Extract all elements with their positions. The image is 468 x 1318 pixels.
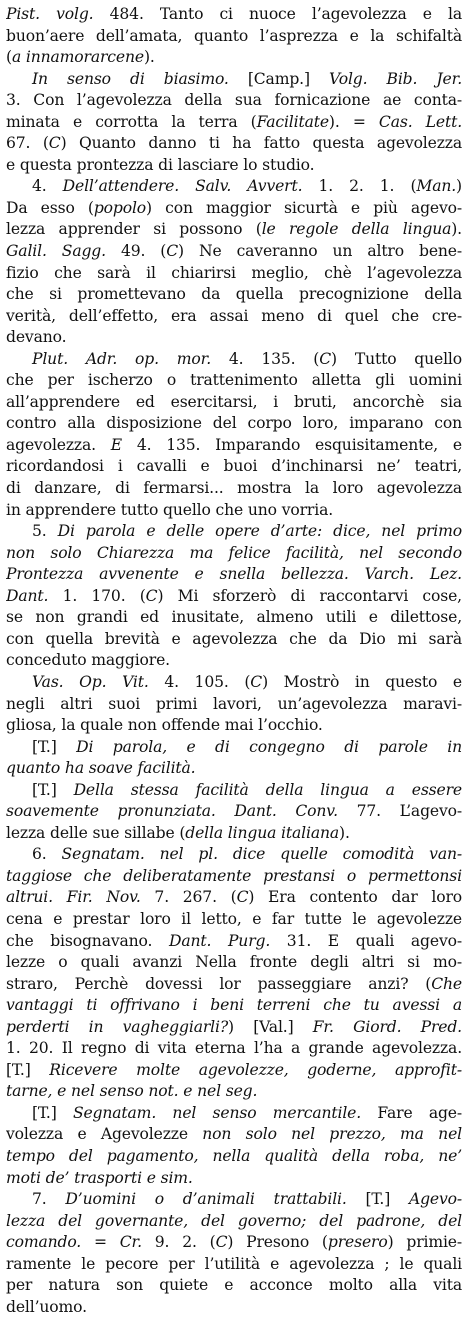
text-line	[6, 952, 462, 974]
italic-text: non solo nel prezzo, ma nel	[202, 1125, 462, 1144]
text-segment: che per ischerzo o trattenimento alletta gli uomini	[6, 371, 462, 390]
italic-text: della lingua italiana	[185, 823, 340, 842]
italic-text: altrui. Fir. Nov.	[6, 888, 141, 907]
text-line	[6, 4, 462, 26]
text-segment: 4.	[32, 177, 63, 196]
text-segment: [T.]	[32, 780, 74, 799]
text-segment: che bisognavano.	[6, 931, 169, 950]
italic-text: Di parola, e di congegno di parole in	[76, 737, 462, 756]
text-segment: se non grandi ed inusitate, almeno utili e dilettose,	[6, 608, 462, 627]
text-segment: 9. 2. (	[141, 1233, 216, 1252]
text-segment: devano.	[6, 328, 67, 347]
text-segment: 1. 170. (	[48, 586, 146, 605]
text-line	[6, 715, 462, 737]
text-segment: negli altri suoi primi lavori, un’agevolezza maravi-	[6, 694, 462, 713]
text-segment: 4. 135. Imparando esquisitamente, e	[122, 435, 462, 454]
text-line	[6, 866, 462, 888]
text-line	[6, 112, 462, 134]
italic-text: quanto ha soave facilità.	[6, 759, 196, 778]
text-line	[6, 758, 462, 780]
text-line	[6, 263, 462, 285]
italic-text: C	[48, 134, 61, 153]
text-line	[6, 887, 462, 909]
text-line	[6, 435, 462, 457]
text-line	[6, 26, 462, 48]
italic-text: non solo Chiarezza ma felice facilità, nel secondo	[6, 543, 462, 562]
text-segment: minata e corrotta la terra (	[6, 112, 257, 131]
italic-text: Agevo-	[408, 1190, 462, 1209]
text-segment: contro alla disposizione del corpo loro, imparano con	[6, 414, 462, 433]
italic-text: C	[215, 1233, 228, 1252]
text-line	[6, 1297, 462, 1318]
text-segment: [Camp.]	[228, 69, 330, 88]
italic-text: Cas. Lett.	[378, 112, 462, 131]
text-segment: ) Presono (	[227, 1233, 328, 1252]
text-line	[6, 306, 462, 328]
italic-text: Pist. volg.	[6, 5, 94, 23]
text-segment: lezza delle sue sillabe (	[6, 823, 186, 842]
text-line	[6, 241, 462, 263]
text-segment: 77. L’agevo-	[337, 802, 462, 821]
italic-text: Prontezza avvenente e snella bellezza. Varch. Lez.	[6, 565, 462, 584]
text-line	[6, 219, 462, 241]
text-line	[6, 1038, 462, 1060]
text-segment: 1. 20. Il regno di vita eterna l’ha a grande agevolezza.	[6, 1039, 462, 1058]
text-segment: e questa prontezza di lasciare lo studio.	[6, 155, 315, 174]
italic-text: le regole della lingua	[261, 220, 452, 239]
text-segment: ) Mi sforzerò di raccontarvi cose,	[157, 586, 462, 605]
italic-text: tarne, e nel senso not. e nel seg.	[6, 1082, 258, 1101]
text-line	[6, 931, 462, 953]
italic-text: moti de’ trasporti e sim.	[6, 1168, 193, 1187]
text-line	[6, 672, 462, 694]
text-segment: (	[6, 48, 12, 67]
text-line	[6, 133, 462, 155]
text-segment: per natura son quiete e acconce molto alla vita	[6, 1276, 462, 1295]
italic-text: Facilitate	[256, 112, 329, 131]
italic-text: a innamorarcene	[11, 48, 144, 67]
text-segment: ) Era contento dar loro	[248, 888, 462, 907]
text-segment: conceduto maggiore.	[6, 651, 170, 670]
italic-text: taggiose che deliberatamente prestansi o permettonsi	[6, 866, 462, 885]
text-segment: 7. 267. (	[140, 888, 237, 907]
text-segment: dell’uomo.	[6, 1297, 87, 1316]
text-segment: volezza e Agevolezze	[6, 1125, 203, 1144]
text-segment: 31. E quali agevo-	[270, 931, 462, 950]
italic-text: Segnatam. nel senso mercantile.	[72, 1103, 362, 1122]
text-line	[6, 586, 462, 608]
text-line	[6, 543, 462, 565]
italic-text: Dant.	[6, 586, 49, 605]
text-line	[6, 1275, 462, 1297]
text-line	[6, 607, 462, 629]
text-line	[6, 176, 462, 198]
text-segment: Fare age-	[361, 1103, 462, 1122]
text-segment: 4. 135. (	[211, 349, 320, 368]
text-segment: ).	[143, 48, 155, 67]
text-line	[6, 456, 462, 478]
text-segment: [T.]	[32, 737, 77, 756]
text-segment: lezze o quali avanzi Nella fronte degli altri si mo-	[6, 953, 462, 972]
text-line	[6, 995, 462, 1017]
text-line	[6, 1124, 462, 1146]
text-segment: verità, dell’effetto, era assai meno di quel che cre-	[6, 306, 462, 325]
italic-text: Di parola e delle opere d’arte: dice, nel primo	[57, 522, 462, 541]
italic-text: In senso di biasimo.	[32, 69, 229, 88]
italic-text: Della stessa facilità della lingua a essere	[73, 780, 462, 799]
italic-text: Segnatam. nel pl. dice quelle comodità van-	[61, 845, 462, 864]
text-segment: 49. (	[105, 242, 167, 261]
text-line	[6, 1211, 462, 1233]
italic-text: C	[236, 888, 249, 907]
italic-text: soavemente pronunziata. Dant. Conv.	[6, 802, 338, 821]
text-line	[6, 737, 462, 759]
text-segment: strarо, Perchè dovessi lor passeggiare anzi? (	[6, 974, 432, 993]
italic-text: presero	[327, 1233, 388, 1252]
italic-text: lezza del governante, del governo; del padrone, del	[6, 1211, 462, 1230]
text-segment: all’apprendere ed esercitarsi, i bruti, ancorchè sia	[6, 392, 462, 411]
italic-text: Fr. Giord. Pred.	[312, 1017, 462, 1036]
text-line	[6, 1189, 462, 1211]
text-segment: ) Ne caveranno un altro bene-	[178, 242, 462, 261]
italic-text: comando.	[6, 1233, 82, 1252]
text-segment: fizio che sarà il chiarirsi meglio, chè l’agevolezza	[6, 263, 462, 282]
text-line	[6, 844, 462, 866]
text-line	[6, 1254, 462, 1276]
text-line	[6, 1081, 462, 1103]
italic-text: vantaggi ti offrivano i beni terreni che tu avessi a	[6, 996, 462, 1015]
text-line	[6, 909, 462, 931]
italic-text: popolo	[93, 198, 147, 217]
text-line	[6, 198, 462, 220]
text-line	[6, 801, 462, 823]
text-segment: 7.	[32, 1190, 66, 1209]
text-segment: ). =	[328, 112, 379, 131]
text-line	[6, 155, 462, 177]
italic-text: C	[166, 242, 179, 261]
text-line	[6, 500, 462, 522]
text-segment: 4. 105. (	[148, 672, 251, 691]
text-segment: 67. (	[6, 134, 49, 153]
text-segment: Da esso (	[6, 198, 94, 217]
text-segment: [T.]	[32, 1103, 73, 1122]
text-segment: =	[81, 1233, 120, 1252]
text-line	[6, 370, 462, 392]
text-segment: che si promettevano da quella precognizione della	[6, 285, 462, 304]
dictionary-entry-text	[6, 4, 462, 1318]
italic-text: Cr.	[119, 1233, 142, 1252]
text-line	[6, 823, 462, 845]
text-line	[6, 521, 462, 543]
text-line	[6, 694, 462, 716]
text-line	[6, 90, 462, 112]
text-segment: ) primie-	[387, 1233, 462, 1252]
text-segment: 484. Tanto ci nuoce l’agevolezza e la	[93, 5, 462, 23]
text-line	[6, 478, 462, 500]
text-line	[6, 1103, 462, 1125]
text-segment: ).	[451, 220, 462, 239]
italic-text: Man.	[416, 177, 457, 196]
text-segment: in apprendere tutto quello che uno vorria.	[6, 500, 334, 519]
italic-text: C	[145, 586, 158, 605]
italic-text: perderti in vagheggiarli?	[6, 1017, 229, 1036]
text-line	[6, 974, 462, 996]
italic-text: Vas. Op. Vit.	[32, 672, 149, 691]
italic-text: Ricevere molte agevolezze, goderne, approfit-	[49, 1060, 462, 1079]
italic-text: C	[319, 349, 332, 368]
italic-text: D’uomini o d’animali trattabili.	[65, 1190, 347, 1209]
text-segment: ).	[339, 823, 350, 842]
text-segment: ) Mostrò in questo e	[262, 672, 462, 691]
text-line	[6, 327, 462, 349]
text-segment: ) con maggior sicurtà e più agevo-	[146, 198, 462, 217]
text-line	[6, 1017, 462, 1039]
text-segment: ) Quanto danno ti ha fatto questa agevolezza	[60, 134, 462, 153]
text-segment: agevolezza.	[6, 435, 111, 454]
text-line	[6, 1168, 462, 1190]
text-line	[6, 392, 462, 414]
text-segment: )	[456, 177, 462, 196]
text-line	[6, 413, 462, 435]
italic-text: Volg. Bib. Jer.	[329, 69, 462, 88]
italic-text: tempo del pagamento, nella qualità della roba, ne’	[6, 1146, 462, 1165]
text-line	[6, 650, 462, 672]
text-segment: 3. Con l’agevolezza della sua fornicazione ae conta-	[6, 91, 462, 110]
text-segment: 6.	[32, 845, 62, 864]
text-line	[6, 564, 462, 586]
text-line	[6, 284, 462, 306]
italic-text: C	[250, 672, 263, 691]
text-segment: di danzare, di fermarsi... mostra la loro agevolezza	[6, 479, 462, 498]
text-line	[6, 349, 462, 371]
text-segment: ) Tutto quello	[331, 349, 462, 368]
text-segment: 1. 2. 1. (	[302, 177, 417, 196]
italic-text: Plut. Adr. op. mor.	[32, 349, 212, 368]
text-segment: 5.	[32, 522, 58, 541]
text-line	[6, 1060, 462, 1082]
text-segment: [T.]	[6, 1060, 50, 1079]
italic-text: E	[110, 435, 123, 454]
text-segment: lezza apprender si possono (	[6, 220, 262, 239]
text-segment: ricordandosi i cavalli e buoi d’inchinarsi ne’ teatri,	[6, 457, 462, 476]
italic-text: Galil. Sagg.	[6, 242, 106, 261]
text-line	[6, 1146, 462, 1168]
text-segment: ) [Val.]	[228, 1017, 313, 1036]
text-segment: con quella brevità e agevolezza che da Dio mi sarà	[6, 629, 462, 648]
italic-text: Dant. Purg.	[168, 931, 271, 950]
italic-text: Che	[431, 974, 462, 993]
text-line	[6, 1232, 462, 1254]
text-line	[6, 780, 462, 802]
text-segment: [T.]	[346, 1190, 409, 1209]
text-segment: ramente le pecore per l’utilità e agevolezza ; le quali	[6, 1254, 462, 1273]
text-line	[6, 69, 462, 91]
text-segment: buon’aere dell’amata, quanto l’asprezza e la schifaltà	[6, 26, 462, 45]
text-line	[6, 629, 462, 651]
italic-text: Dell’attendere. Salv. Avvert.	[62, 177, 303, 196]
text-line	[6, 47, 462, 69]
text-segment: gliosa, la quale non offende mai l’occhio.	[6, 716, 323, 735]
text-segment: cena e prestar loro il letto, e far tutte le agevolezze	[6, 909, 462, 928]
